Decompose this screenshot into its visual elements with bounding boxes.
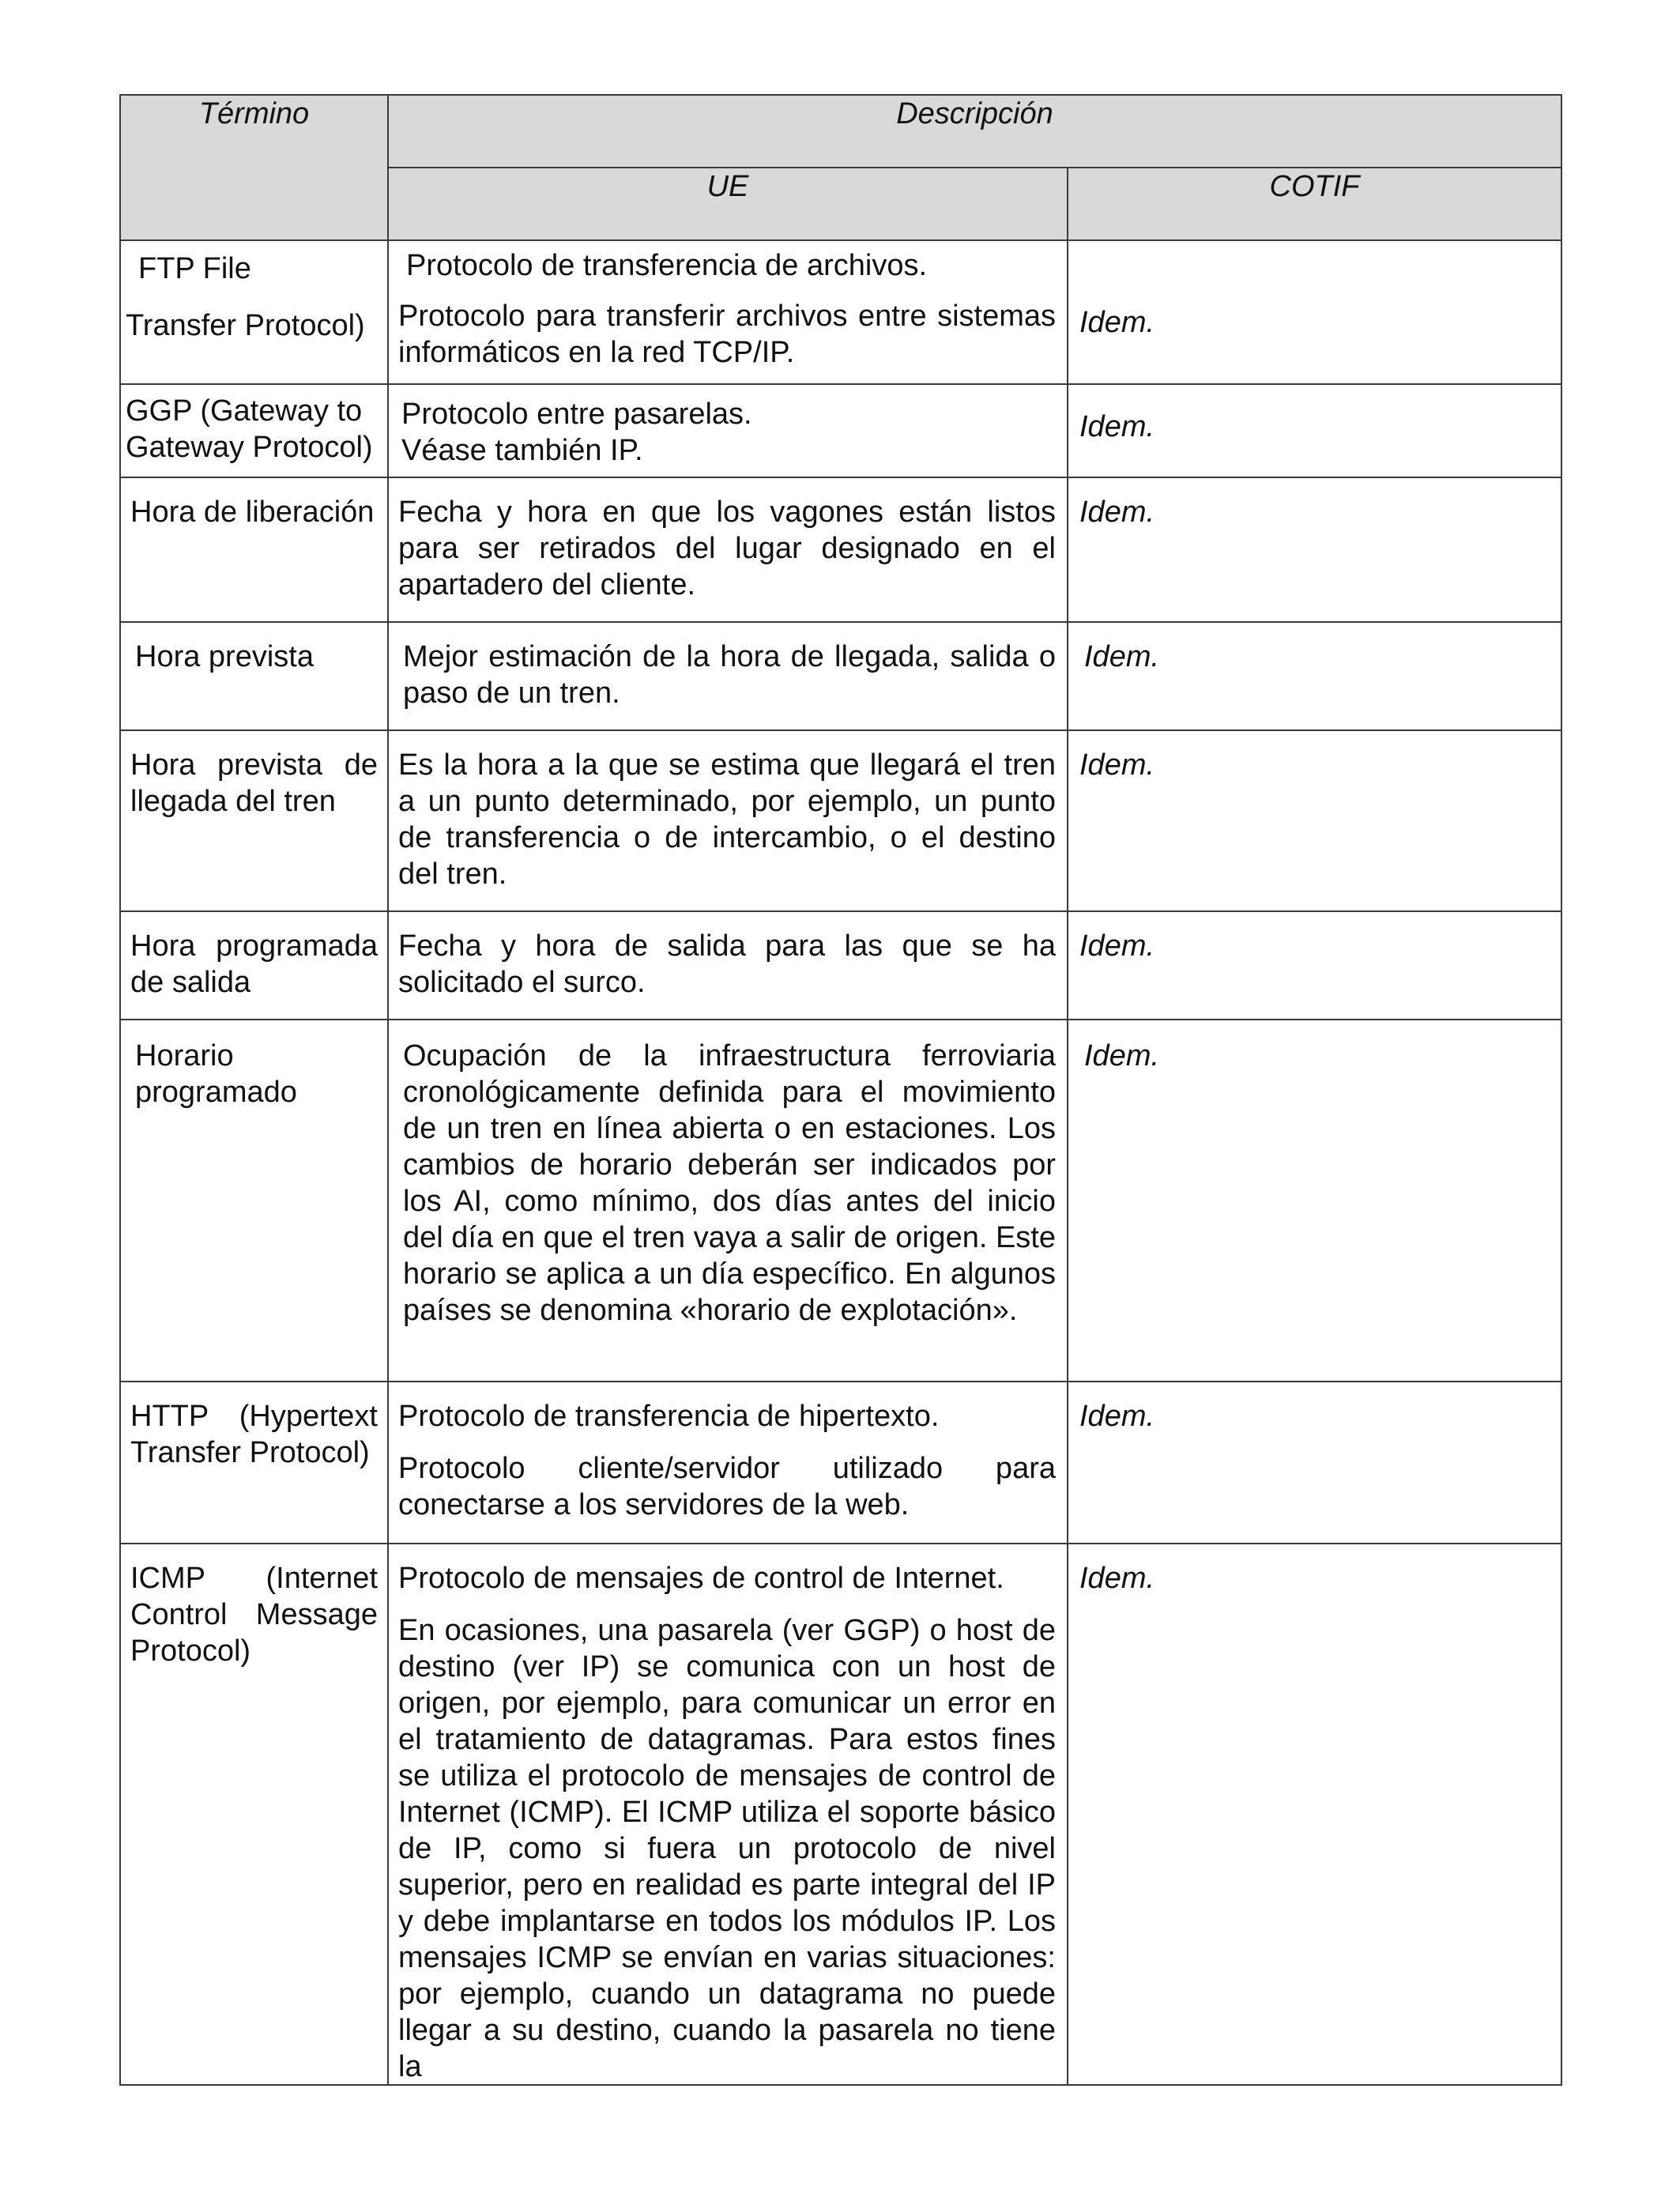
table-row [120,240,1561,384]
ue-cell [388,911,1068,1020]
term-cell [120,1382,388,1544]
ue-text: Fecha y hora en que los vagones están listos para ser retirados del lugar designado en el apartadero del cliente. [398,496,1056,601]
term-cell [120,911,388,1020]
term-text: Gateway Protocol) [126,431,373,464]
cotif-text: Idem. [1079,306,1155,339]
header-cotif: COTIF [1068,168,1561,240]
cotif-cell [1068,477,1561,622]
term-text: Hora prevista de llegada del tren [130,748,378,818]
term-cell [120,730,388,911]
table-row [120,730,1561,911]
ue-cell [388,384,1068,477]
ue-cell [388,1020,1068,1382]
term-cell [120,1020,388,1382]
ue-text: Protocolo cliente/servidor utilizado para conectarse a los servidores de la web. [398,1452,1056,1521]
table-row [120,477,1561,622]
table-row [120,1544,1561,2085]
ue-text: Protocolo de transferencia de archivos. [406,249,928,282]
ue-text: Es la hora a la que se estima que llegará el tren a un punto determinado, por ejemplo, un punto de transferencia o de intercambio, o el destino del tren. [398,748,1056,891]
header-ue: UE [388,168,1068,240]
ue-cell [388,1544,1068,2085]
term-text: Hora programada de salida [130,929,378,999]
table-row [120,384,1561,477]
cotif-cell [1068,384,1561,477]
term-text: HTTP (Hypertext Transfer Protocol) [130,1400,378,1469]
ue-text: Protocolo de mensajes de control de Internet. [398,1562,1004,1595]
cotif-cell [1068,240,1561,384]
ue-text: Véase también IP. [401,434,643,467]
term-text: Transfer Protocol) [126,309,365,342]
ue-cell [388,477,1068,622]
ue-text: Mejor estimación de la hora de llegada, salida o paso de un tren. [403,640,1056,710]
term-text: ICMP (Internet Control Message Protocol) [130,1562,378,1668]
table-row [120,1382,1561,1544]
cotif-text: Idem. [1079,410,1155,443]
term-cell [120,384,388,477]
term-text: GGP (Gateway to [126,394,363,428]
cotif-text: Idem. [1079,748,1155,782]
ue-text: Fecha y hora de salida para las que se ha solicitado el surco. [398,929,1056,999]
term-cell [120,240,388,384]
header-termino: Término [120,95,388,240]
ue-text: Ocupación de la infraestructura ferroviaria cronológicamente definida para el movimiento de un tren en línea abierta o en estaciones. Los cambios de horario deberán ser indicados por los AI, como mínimo, dos días antes del inicio del día en que el tren vaya a salir de origen. Este horario se aplica a un día específico. En algunos países se denomina «horario de explotación». [403,1039,1056,1327]
term-cell [120,1544,388,2085]
ue-text: Protocolo para transferir archivos entre sistemas informáticos en la red TCP/IP. [398,300,1056,369]
table-row [120,622,1561,730]
cotif-text: Idem. [1084,1039,1160,1072]
cotif-text: Idem. [1079,1400,1155,1433]
table-header [120,95,1561,240]
cotif-text: Idem. [1079,1562,1155,1595]
ue-cell [388,622,1068,730]
ue-cell [388,240,1068,384]
cotif-cell [1068,1544,1561,2085]
glossary-table [119,94,1562,2086]
term-cell [120,477,388,622]
cotif-cell [1068,1382,1561,1544]
ue-text: Protocolo de transferencia de hipertexto. [398,1400,940,1433]
cotif-text: Idem. [1084,640,1160,673]
term-text: Hora prevista [135,640,314,673]
ue-text: Protocolo entre pasarelas. [401,398,752,431]
cotif-cell [1068,622,1561,730]
cotif-cell [1068,911,1561,1020]
cotif-text: Idem. [1079,929,1155,963]
term-text: Hora de liberación [130,496,375,529]
cotif-cell [1068,730,1561,911]
table-row [120,1020,1561,1382]
header-descripcion: Descripción [388,95,1561,168]
cotif-text: Idem. [1079,496,1155,529]
table-row [120,911,1561,1020]
cotif-cell [1068,1020,1561,1382]
term-text: FTP File [138,252,251,285]
ue-cell [388,1382,1068,1544]
ue-text: En ocasiones, una pasarela (ver GGP) o host de destino (ver IP) se comunica con un host de origen, por ejemplo, para comunicar un error en el tratamiento de datagramas. Para estos fines se utiliza el protocolo de mensajes de control de Internet (ICMP). El ICMP utiliza el soporte básico de IP, como si fuera un protocolo de nivel superior, pero en realidad es parte integral del IP y debe implantarse en todos los módulos IP. Los mensajes ICMP se envían en varias situaciones: por ejemplo, cuando un datagrama no puede llegar a su destino, cuando la pasarela no tiene la [398,1614,1056,2083]
term-text: Horario programado [135,1039,297,1109]
term-cell [120,622,388,730]
ue-cell [388,730,1068,911]
